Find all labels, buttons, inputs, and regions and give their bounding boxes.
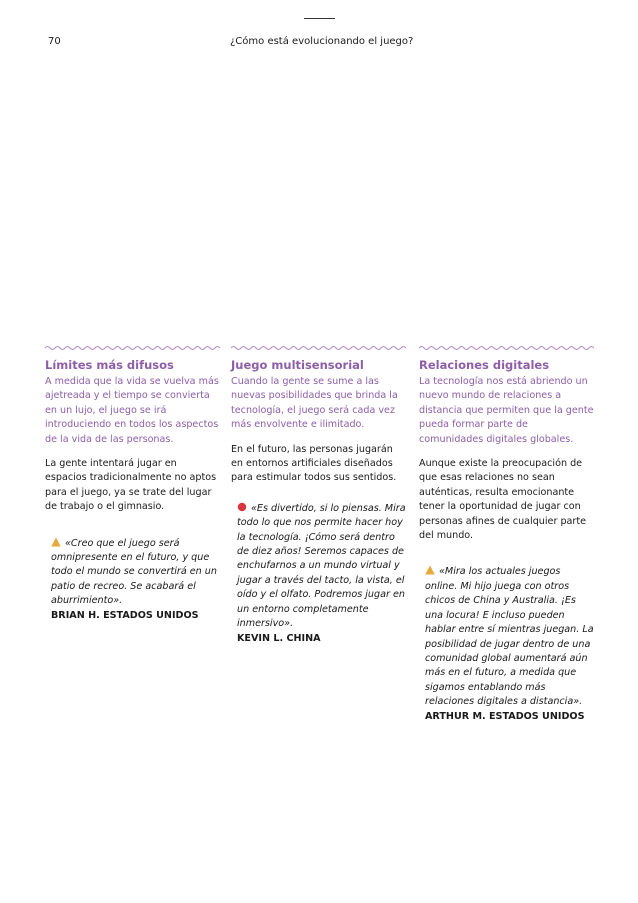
column-multisensorial xyxy=(231,344,406,646)
column-intro: Cuando la gente se sume a las nuevas posibilidades que brinda la tecnología, el juego será cada vez más envolvente e ilimitado. xyxy=(231,376,398,431)
page-number: 70 xyxy=(48,36,61,47)
quote-text: «Mira los actuales juegos online. Mi hijo juega con otros chicos de China y Australia. ¡Es una locura! E incluso pueden hablar entre sí mientras juegan. La posibilidad de jugar dentro de una comunidad global aumentará aún más en el futuro, a medida que sigamos entablando más relaciones digitales a distancia». xyxy=(425,566,594,708)
column-body: Aunque existe la preocupación de que esas relaciones no sean auténticas, resulta emocionante tener la oportunidad de jugar con personas afines de cualquier parte del mundo. xyxy=(419,458,587,542)
quote-author: ARTHUR M. ESTADOS UNIDOS xyxy=(425,710,585,722)
column-body: En el futuro, las personas jugarán en entornos artificiales diseñados para estimular todos sus sentidos. xyxy=(231,443,397,484)
column-body: La gente intentará jugar en espacios tradicionalmente no aptos para el juego, ya se trate del lugar de trabajo o el gimnasio. xyxy=(45,458,217,513)
quote xyxy=(237,502,406,632)
header-rule xyxy=(304,18,335,19)
column-title: Juego multisensorial xyxy=(231,358,364,372)
wavy-divider xyxy=(419,344,594,352)
quote-text: «Creo que el juego será omnipresente en el futuro, y que todo el mundo se convertirá en un patio de recreo. Se acabará el aburrimiento». xyxy=(51,537,217,607)
triangle-icon xyxy=(51,537,61,547)
quote-block xyxy=(45,537,220,623)
quote-block xyxy=(231,502,406,646)
column-intro: La tecnología nos está abriendo un nuevo mundo de relaciones a distancia que permiten que la gente pueda formar parte de comunidades digitales globales. xyxy=(419,376,594,445)
column-title: Límites más difusos xyxy=(45,358,174,372)
quote xyxy=(425,565,594,709)
quote-block xyxy=(419,565,594,723)
column-intro: A medida que la vida se vuelva más ajetreada y el tiempo se convierta en un lujo, el juego se irá introduciendo en todos los aspectos de la vida de las personas. xyxy=(45,376,219,445)
triangle-icon xyxy=(425,565,435,575)
quote-text: «Es divertido, si lo piensas. Mira todo lo que nos permite hacer hoy la tecnología. ¡Cómo será dentro de diez años! Seremos capaces de enchufarnos a un mundo virtual y jugar a través del tacto, la vista, el oído y el olfato. Podremos jugar en un entorno completamente inmersivo». xyxy=(237,502,406,630)
quote xyxy=(51,537,220,609)
quote-author: BRIAN H. ESTADOS UNIDOS xyxy=(51,609,199,621)
quote-author: KEVIN L. CHINA xyxy=(237,632,321,644)
running-head-title: ¿Cómo está evolucionando el juego? xyxy=(230,36,414,47)
dot-icon xyxy=(237,502,247,512)
wavy-divider xyxy=(45,344,220,352)
column-limites xyxy=(45,344,220,623)
wavy-divider xyxy=(231,344,406,352)
column-relaciones xyxy=(419,344,594,724)
column-title: Relaciones digitales xyxy=(419,358,550,372)
